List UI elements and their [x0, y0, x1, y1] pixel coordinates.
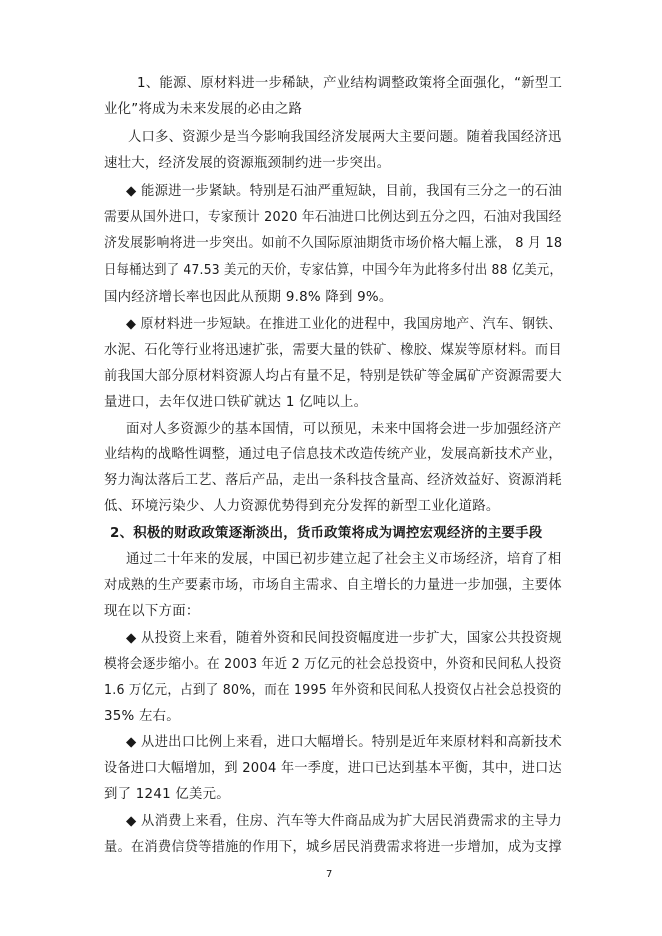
bullet-consumption-line: ◆ 从消费上来看，住房、汽车等大件商品成为扩大居民消费需求的主导力 — [126, 814, 562, 829]
paragraph-line: 设备进口大幅增加，到 2004 年一季度，进口已达到基本平衡，其中，进口达 — [104, 761, 562, 776]
paragraph-line: 水泥、石化等行业将迅速扩张，需要大量的铁矿、橡胶、煤炭等原材料。而目 — [104, 343, 562, 358]
paragraph-line: 模将会逐步缩小。在 2003 年近 2 万亿元的社会总投资中，外资和民间私人投资 — [104, 657, 562, 672]
paragraph-line: 努力淘汰落后工艺、落后产品，走出一条科技含量高、经济效益好、资源消耗 — [104, 473, 562, 488]
paragraph-line: 现在以下方面： — [104, 604, 200, 619]
paragraph-line: 业结构的战略性调整，通过电子信息技术改造传统产业，发展高新技术产业， — [104, 447, 562, 462]
heading-2: 2、积极的财政政策逐渐淡出，货币政策将成为调控宏观经济的主要手段 — [110, 526, 543, 541]
bullet-import-line: ◆ 从进出口比例上来看，进口大幅增长。特别是近年来原材料和高新技术 — [126, 735, 562, 750]
page-number: 7 — [326, 869, 333, 880]
bullet-material-line: ◆ 原材料进一步短缺。在推进工业化的进程中，我国房地产、汽车、钢铁、 — [126, 317, 562, 332]
paragraph-line: 对成熟的生产要素市场，市场自主需求、自主增长的力量进一步加强，主要体 — [104, 578, 562, 593]
paragraph-line: 低、环境污染少、人力资源优势得到充分发挥的新型工业化道路。 — [104, 499, 500, 514]
paragraph-line: 面对人多资源少的基本国情，可以预见，未来中国将会进一步加强经济产 — [126, 422, 562, 437]
paragraph-line: 通过二十年来的发展，中国已初步建立起了社会主义市场经济，培育了相 — [126, 552, 562, 567]
paragraph-line: 前我国大部分原材料资源人均占有量不足，特别是铁矿等金属矿产资源需要大 — [104, 369, 562, 384]
paragraph-line: 日每桶达到了 47.53 美元的天价，专家估算，中国今年为此将多付出 88 亿美元， — [104, 263, 563, 278]
paragraph-line: 到了 1241 亿美元。 — [104, 787, 230, 802]
heading-1-line-1: 1、能源、原材料进一步稀缺，产业结构调整政策将全面强化，“新型工 — [137, 76, 563, 91]
heading-1-line-2: 业化”将成为未来发展的必由之路 — [104, 102, 303, 117]
paragraph-line: 速壮大，经济发展的资源瓶颈制约进一步突出。 — [104, 156, 391, 171]
paragraph-line: 量。在消费信贷等措施的作用下，城乡居民消费需求将进一步增加，成为支撑 — [104, 840, 562, 855]
bullet-investment-line: ◆ 从投资上来看，随着外资和民间投资幅度进一步扩大，国家公共投资规 — [126, 631, 562, 646]
bullet-energy-line: ◆ 能源进一步紧缺。特别是石油严重短缺，目前，我国有三分之一的石油 — [126, 184, 562, 199]
paragraph-line: 35% 左右。 — [104, 709, 180, 724]
paragraph-line: 人口多、资源少是当今影响我国经济发展两大主要问题。随着我国经济迅 — [128, 130, 562, 145]
paragraph-line: 国内经济增长率也因此从预期 9.8% 降到 9%。 — [104, 290, 393, 305]
paragraph-line: 济发展影响将进一步突出。如前不久国际原油期货市场价格大幅上涨， 8 月 18 — [104, 236, 563, 251]
paragraph-line: 量进口，去年仅进口铁矿就达 1 亿吨以上。 — [104, 395, 368, 410]
paragraph-line: 需要从国外进口，专家预计 2020 年石油进口比例达到五分之四，石油对我国经 — [104, 210, 562, 225]
paragraph-line: 1.6 万亿元，占到了 80%，而在 1995 年外资和民间私人投资仅占社会总投资的 — [104, 683, 562, 698]
